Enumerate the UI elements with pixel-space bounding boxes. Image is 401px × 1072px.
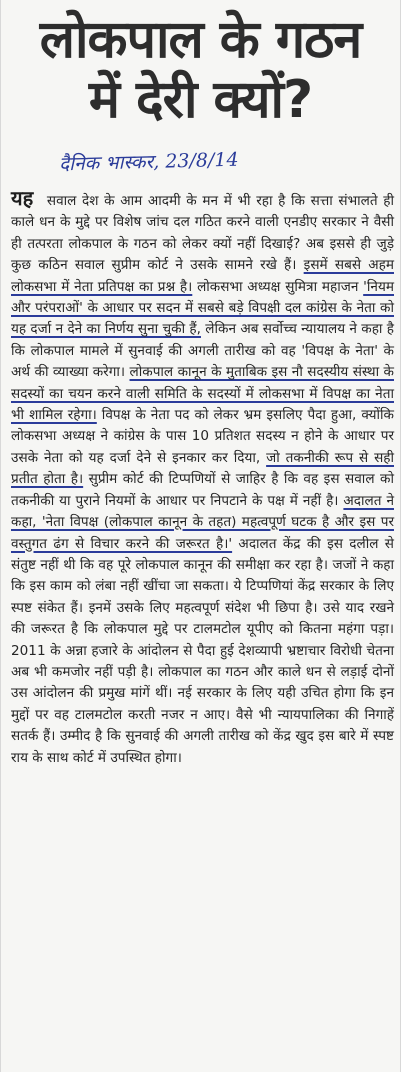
article-body [11, 188, 394, 769]
underlined-text-5: अदालत ने कहा, 'नेता विपक्ष (लोकपाल कानून के तहत) महत्वपूर्ण घटक है और इस पर वस्तुगत ढंग से विचार करने की जरूरत है।' [11, 492, 394, 552]
headline [1, 0, 400, 130]
article-text-4: विपक्ष के नेता पद को लेकर भ्रम इसलिए पैदा हुआ, क्योंकि लोकसभा अध्यक्ष ने कांग्रेस के पास 10 प्रतिशत सदस्य न होने के आधार पर उसके नेता को यह दर्जा देने से इनकार कर दिया, [11, 407, 394, 466]
article-text-2: लोकसभा अध्यक्ष सुमित्रा महाजन [192, 278, 364, 295]
article-text-6: अदालत केंद्र की इस दलील से संतुष्ट नहीं थी कि वह पूरे लोकपाल कानून की समीक्षा कर रहा है। जजों ने कहा कि इस काम को लंबा नहीं खींचा जा सकता। ये टिप्पणियां केंद्र सरकार के लिए स्पष्ट संकेत हैं। इनमें उसके लिए महत्वपूर्ण संदेश भी छिपा है। उसे याद रखने की जरूरत है कि लोकपाल मुद्दे पर टालमटोल यूपीए को कितना महंगा पड़ा। 2011 के अन्ना हजारे के आंदोलन से पैदा हुई देशव्यापी भ्रष्टाचार विरोधी चेतना अब भी कमजोर नहीं पड़ी है। लोकपाल का गठन और काले धन से लड़ाई दोनों उस आंदोलन की प्रमुख मांगें थीं। नई सरकार के लिए यही उचित होगा कि इन मुद्दों पर वह टालमटोल करती नजर न आए। वैसे भी न्यायपालिका की निगाहें सतर्क हैं। उम्मीद है कि सुनवाई की अगली तारीख को केंद्र खुद इस बारे में स्पष्ट राय के साथ कोर्ट में उपस्थित होगा। [11, 535, 394, 766]
headline-line-2: में देरी क्यों? [88, 70, 313, 130]
headline-line-1: लोकपाल के गठन [39, 10, 362, 70]
underlined-text-1: इसमें सबसे अहम लोकसभा में नेता प्रतिपक्ष का प्रश्न है। [11, 257, 394, 295]
underlined-text-3: लोकपाल कानून के मुताबिक इस नौ सदस्यीय संस्था के सदस्यों का चयन करने वाली समिति के सदस्यों में लोकसभा में विपक्ष का नेता भी शामिल रहेगा। [11, 364, 394, 424]
underlined-text-2: 'नियम और परंपराओं' के आधार पर सदन में सबसे बड़े विपक्षी दल कांग्रेस के नेता को यह दर्जा न देने का निर्णय सुना चुकी हैं, [11, 278, 394, 338]
article-text-1: सवाल देश के आम आदमी के मन में भी रहा है कि सत्ता संभालते ही काले धन के मुद्दे पर विशेष जांच दल गठित करने वाली एनडीए सरकार ने वैसी ही तत्परता लोकपाल के गठन को लेकर क्यों नहीं दिखाई? अब इससे ही जुड़े कुछ कठिन सवाल सुप्रीम कोर्ट ने उसके सामने रखे हैं। [11, 193, 394, 274]
article-paragraph [11, 188, 394, 769]
article-text-3: लेकिन अब सर्वोच्च न्यायालय ने कहा है कि लोकपाल मामले में सुनवाई की अगली तारीख को वह 'विपक्ष के नेता' के अर्थ की व्याख्या करेगा। [11, 321, 394, 381]
article-text-5: सुप्रीम कोर्ट की टिप्पणियों से जाहिर है कि वह इस सवाल को तकनीकी या पुराने नियमों के आधार पर निपटाने के पक्ष में नहीं है। [11, 471, 394, 509]
handwritten-source-note: दैनिक भास्कर, 23/8/14 [58, 148, 239, 176]
lead-word: यह [11, 186, 34, 210]
underlined-text-4: जो तकनीकी रूप से सही प्रतीत होता है। [11, 449, 394, 488]
